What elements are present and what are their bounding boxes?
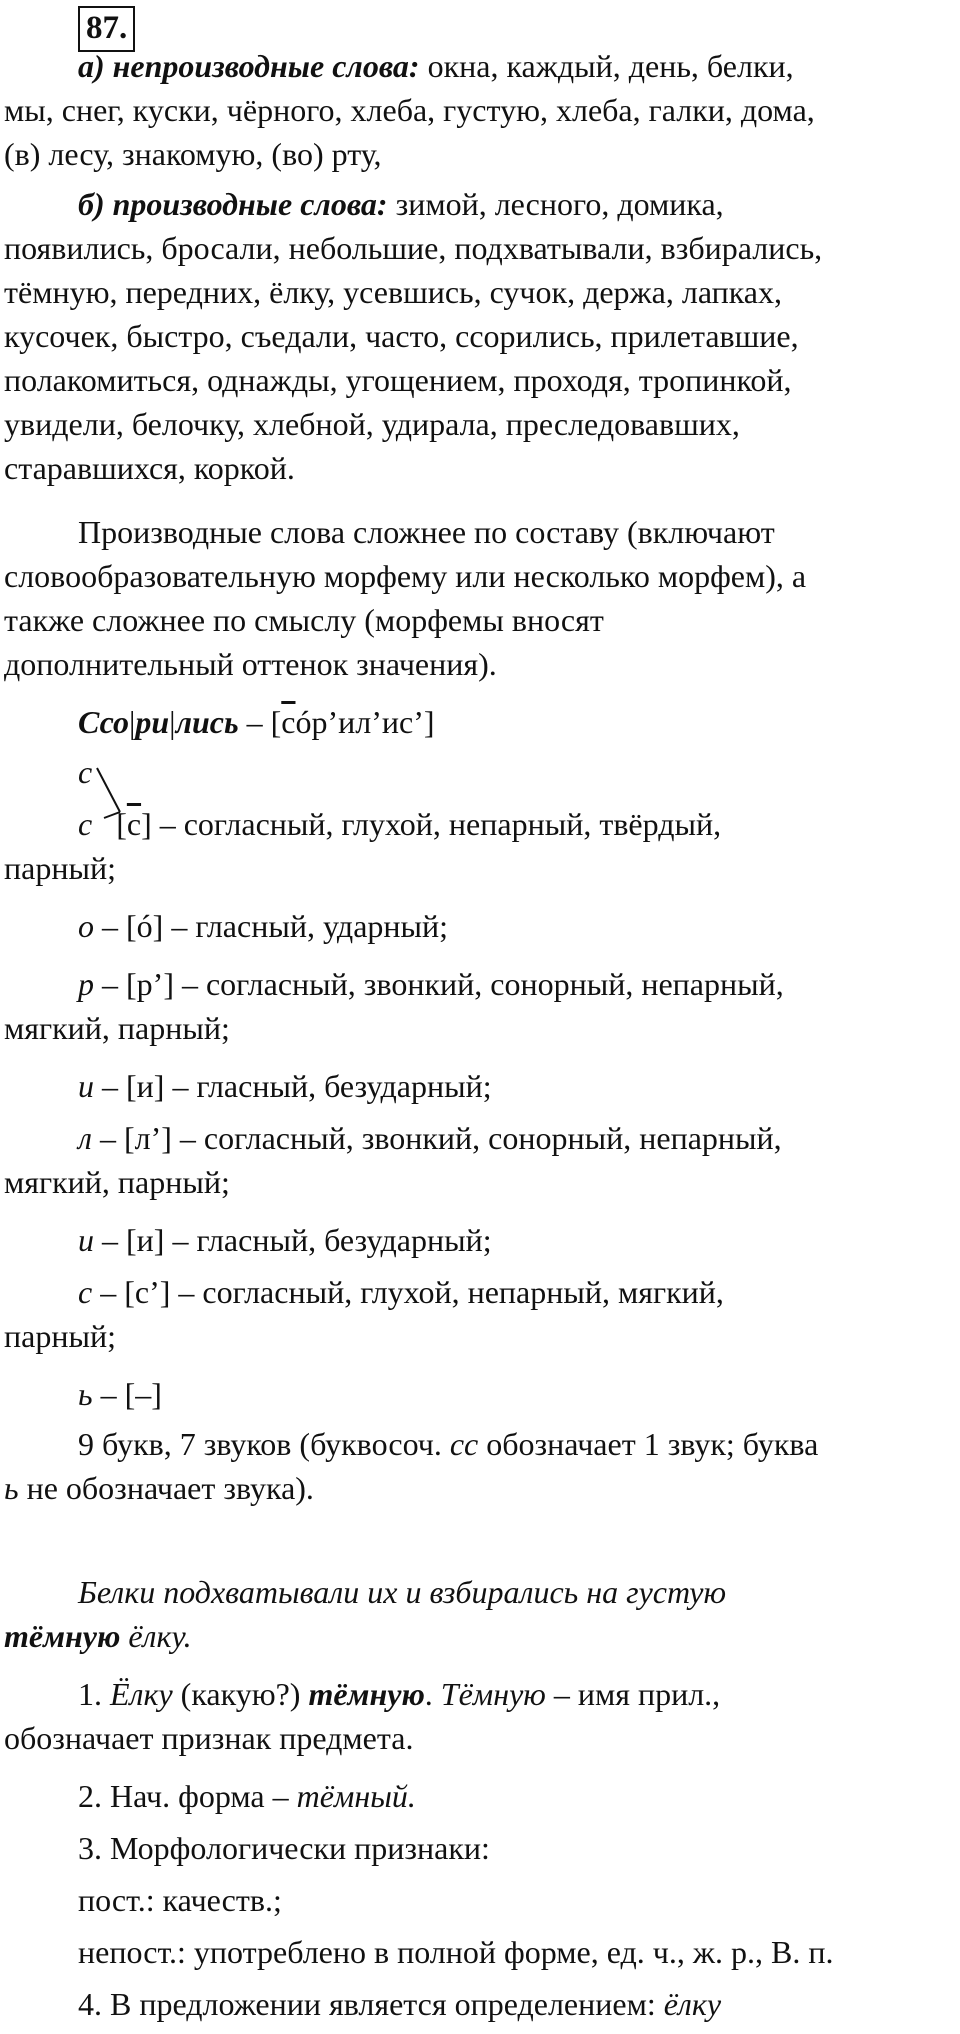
step-1-noun: Ёлку	[110, 1676, 173, 1712]
part-b-line-2: появились, бросали, небольшие, подхватывали, взбирались,	[4, 230, 823, 266]
morph-step-3: 3. Морфологически признаки:	[78, 1830, 490, 1866]
word-morpheme-2: ри	[135, 704, 170, 740]
letter-s-analysis	[78, 1270, 954, 1314]
exercise-number-text: 87	[86, 10, 119, 46]
letter-l: л	[78, 1120, 92, 1156]
summary-letter-combo: сс	[449, 1426, 479, 1462]
morpheme-separator-1: |	[128, 704, 136, 740]
exercise-number: 87.	[78, 6, 135, 52]
example-sentence-line-2	[4, 1614, 954, 1658]
explanation-line-2: словообразовательную морфему или несколько морфем), а	[4, 558, 807, 594]
step-1-period: .	[424, 1676, 441, 1712]
morph-step-1-cont: обозначает признак предмета.	[4, 1720, 414, 1756]
letter-l-analysis-cont: мягкий, парный;	[4, 1164, 230, 1200]
transcription-rest: óр’ил’ис’]	[295, 704, 435, 740]
soft-sign-description: – [–]	[92, 1376, 162, 1412]
summary-part-3: не обозначает звука).	[18, 1470, 314, 1506]
letter-c-analysis	[78, 802, 954, 846]
letter-c: с	[78, 806, 93, 842]
part-b-line-7: старавшихся, коркой.	[4, 450, 295, 486]
r-description: – [р’] – согласный, звонкий, сонорный, непарный,	[94, 966, 784, 1002]
part-a-line-3: (в) лесу, знакомую, (во) рту,	[4, 136, 382, 172]
letter-c-top: с	[78, 754, 93, 790]
step-1-question: (какую?)	[172, 1676, 309, 1712]
summary-part-2: обозначает 1 звук; буква	[478, 1426, 819, 1462]
sentence-rest: ёлку.	[120, 1618, 192, 1654]
i2-description: – [и] – гласный, безударный;	[94, 1222, 492, 1258]
transcription-long-c: с	[281, 704, 296, 740]
letter-s: с	[78, 1274, 93, 1310]
letter-i2-analysis	[78, 1218, 954, 1262]
step-4-text: 4. В предложении является определением:	[78, 1986, 664, 2022]
part-a-text-1: окна, каждый, день, белки,	[427, 48, 794, 84]
soft-sign-letter: ь	[78, 1376, 93, 1412]
letter-r-analysis	[78, 962, 954, 1006]
c-bracket-open: [	[108, 806, 127, 842]
part-b-line-4: кусочек, быстро, съедали, часто, ссорились, прилетавшие,	[4, 318, 799, 354]
transcription-open: – [	[238, 704, 282, 740]
letter-o: о	[78, 908, 94, 944]
morph-step-4	[78, 1982, 954, 2026]
letter-i1-analysis	[78, 1064, 954, 1108]
o-description: – [ó] – гласный, ударный;	[94, 908, 449, 944]
example-sentence-line-1: Белки подхватывали их и взбирались на густую	[78, 1574, 727, 1610]
part-b-heading: б) производные слова:	[78, 186, 388, 222]
step-4-word: ёлку	[663, 1986, 722, 2022]
part-b-text-1: зимой, лесного, домика,	[395, 186, 724, 222]
letter-i1: и	[78, 1068, 94, 1104]
letter-r: р	[78, 966, 94, 1002]
morph-step-1	[78, 1672, 954, 1716]
step-1-pos: – имя прил.,	[545, 1676, 721, 1712]
morph-step-2	[78, 1774, 954, 1818]
s-description: – [с’] – согласный, глухой, непарный, мягкий,	[92, 1274, 724, 1310]
letter-s-analysis-cont: парный;	[4, 1318, 116, 1354]
summary-soft-sign: ь	[4, 1470, 19, 1506]
part-b-line-3: тёмную, передних, ёлку, усевшись, сучок, держа, лапках,	[4, 274, 782, 310]
letter-r-analysis-cont: мягкий, парный;	[4, 1010, 230, 1046]
letters-sounds-summary	[78, 1422, 954, 1466]
c-sound: с	[126, 806, 142, 842]
letter-l-analysis	[78, 1116, 954, 1160]
step-1-number: 1.	[78, 1676, 110, 1712]
step-2-label: 2. Нач. форма –	[78, 1778, 297, 1814]
morph-constant-features: пост.: качеств.;	[78, 1882, 282, 1918]
step-2-initial-form: тёмный.	[296, 1778, 416, 1814]
part-a-heading: а) непроизводные слова:	[78, 48, 420, 84]
explanation-line-4: дополнительный оттенок значения).	[4, 646, 497, 682]
sentence-highlighted-word: тёмную	[4, 1618, 121, 1654]
morpheme-separator-2: |	[169, 704, 176, 740]
part-a-line-2: мы, снег, куски, чёрного, хлеба, густую, хлеба, галки, дома,	[4, 92, 815, 128]
word-morpheme-3: лись	[175, 704, 239, 740]
summary-part-1: 9 букв, 7 звуков (буквосоч.	[78, 1426, 450, 1462]
part-b-line-5: полакомиться, однажды, угощением, проходя, тропинкой,	[4, 362, 792, 398]
letter-i2: и	[78, 1222, 94, 1258]
morph-variable-features: непост.: употреблено в полной форме, ед. ч., ж. р., В. п.	[78, 1934, 834, 1970]
l-description: – [л’] – согласный, звонкий, сонорный, непарный,	[91, 1120, 782, 1156]
i1-description: – [и] – гласный, безударный;	[94, 1068, 492, 1104]
letter-c-analysis-cont: парный;	[4, 850, 116, 886]
explanation-line-3: также сложнее по смыслу (морфемы вносят	[4, 602, 604, 638]
part-b-line-6: увидели, белочку, хлебной, удирала, преследовавших,	[4, 406, 740, 442]
soft-sign-analysis	[78, 1372, 954, 1416]
step-1-adjective: тёмную	[308, 1676, 425, 1712]
explanation-line-1: Производные слова сложнее по составу (включают	[78, 514, 775, 550]
letters-sounds-summary-cont	[4, 1466, 954, 1510]
step-1-adjective-italic: Тёмную	[440, 1676, 546, 1712]
word-morpheme-1: Ссо	[78, 704, 129, 740]
letter-o-analysis	[78, 904, 954, 948]
c-description: ] – согласный, глухой, непарный, твёрдый,	[141, 806, 722, 842]
